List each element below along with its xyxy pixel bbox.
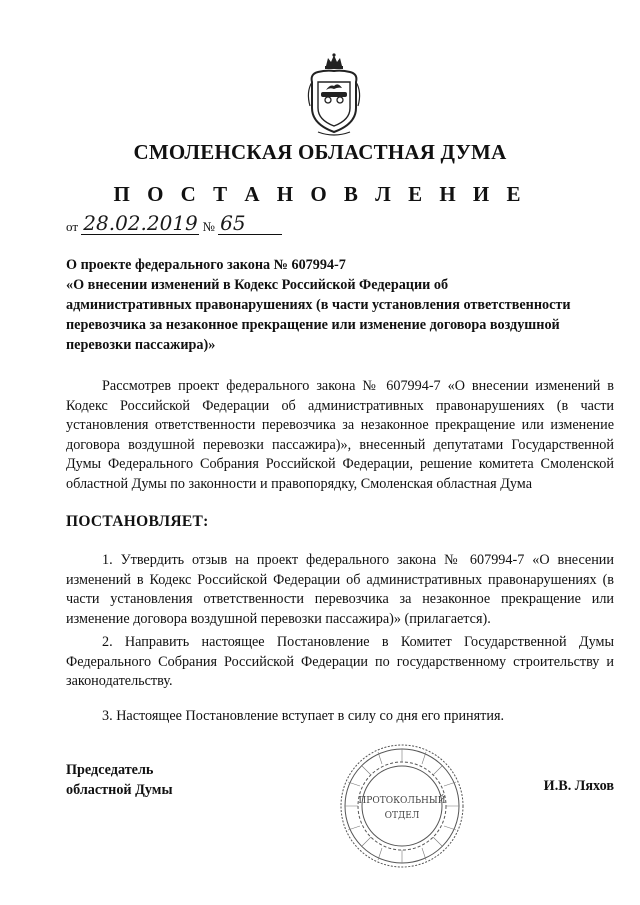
subject-line: О проекте федерального закона № 607994-7 [66,257,346,273]
stamp-center-text: ОТДЕЛ [384,811,420,821]
subject-line: «О внесении изменений в Кодекс Российской Федерации об [66,277,449,293]
signatory-name: И.В. Ляхов [543,778,614,794]
coat-of-arms-emblem [304,52,364,138]
document-subject [66,255,596,355]
handwritten-date: 28.02.2019 [83,211,198,235]
signatory-position-line: Председатель [66,762,154,778]
date-from-label: от [66,219,79,234]
signatory-position-line: областной Думы [66,782,173,798]
stamp-center-text: ПРОТОКОЛЬНЫЙ [358,796,446,806]
official-stamp [338,742,466,870]
resolution-item-3: 3. Настоящее Постановление вступает в силу со дня его принятия. [102,708,505,724]
resolves-heading: ПОСТАНОВЛЯЕТ: [66,513,209,530]
subject-line: административных правонарушениях (в части установления ответственности [66,297,571,313]
organization-title: СМОЛЕНСКАЯ ОБЛАСТНАЯ ДУМА [133,140,507,164]
document-type-title: П О С Т А Н О В Л Е Н И Е [113,182,527,206]
signatory-position [66,760,173,800]
resolution-item-1: 1. Утвердить отзыв на проект федерального закона № 607994-7 «О внесении изменений в Кодекс Российской Федерации об административных правонарушениях (в части установления ответственности перевозчика за незаконное прекращение или изменение договора воздушной перевозки пассажира)» (прилагается). [66,552,614,627]
subject-line: перевозчика за незаконное прекращение или изменение договора воздушной [66,317,560,333]
resolution-item-2: 2. Направить настоящее Постановление в Комитет Государственной Думы Федерального Собрания Российской Федерации по государственному строительству и законодательству. [66,634,614,689]
handwritten-number: 65 [218,212,282,235]
date-number-line [66,212,282,238]
number-label: № [202,219,215,234]
subject-line: перевозки пассажира)» [66,337,216,353]
preamble-paragraph: Рассмотрев проект федерального закона № 607994-7 «О внесении изменений в Кодекс Российской Федерации об административных правонарушениях (в части установления ответственности перевозчика за незаконное прекращение или изменение договора воздушной перевозки пассажира)», внесенный депутатами Государственной Думы Федерального Собрания Российской Федерации, решение комитета Смоленской областной Думы по законности и правопорядку, Смоленская областная Дума [66,378,614,492]
